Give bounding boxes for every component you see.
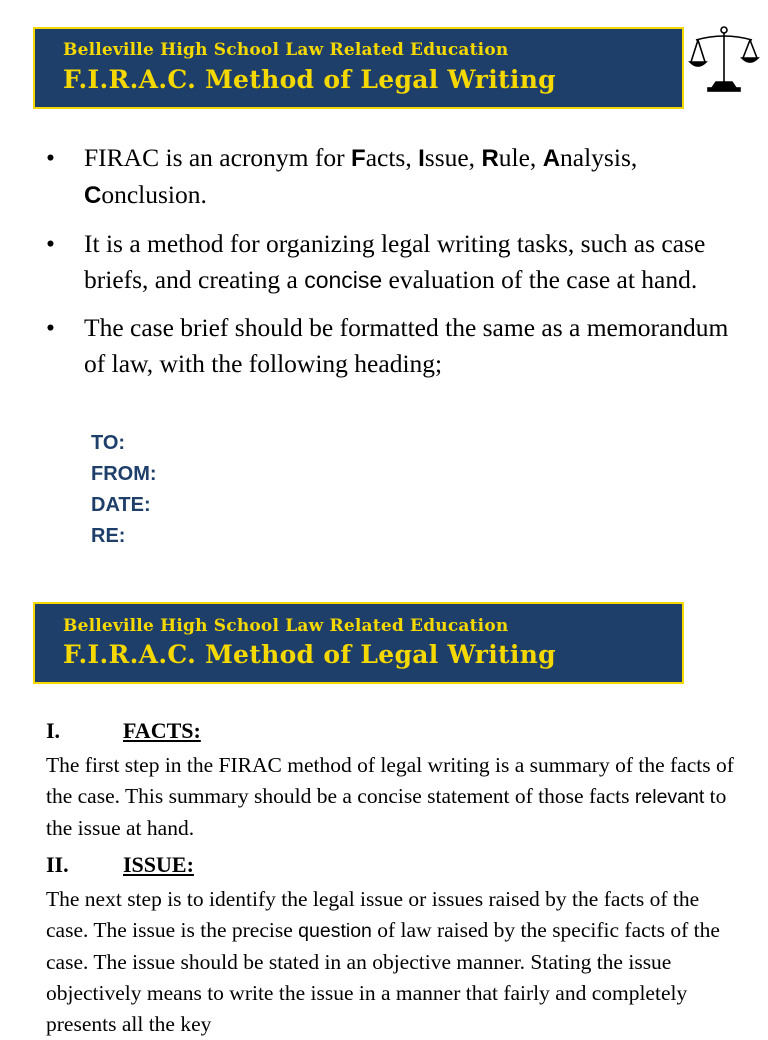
list-item: • It is a method for organizing legal writing tasks, such as case briefs, and creating a concise evaluation of the case at hand.: [46, 226, 746, 298]
bullet-marker: •: [46, 143, 55, 172]
section-title: ISSUE:: [123, 852, 194, 877]
section-body: The next step is to identify the legal issue or issues raised by the facts of the case. The issue is the precise question of law raised by the specific facts of the case. The issue should be stated in an objective manner. Stating the issue objectively means to write the issue in a manner that fairly and completely presents all the key: [46, 887, 720, 1036]
memo-from: FROM:: [91, 463, 157, 485]
section-heading: [46, 850, 736, 880]
bullet-marker: •: [46, 313, 55, 342]
memo-date: DATE:: [91, 494, 151, 516]
section-heading: [46, 716, 736, 746]
banner-subtitle: Belleville High School Law Related Education: [63, 40, 509, 60]
section-title: FACTS:: [123, 718, 201, 743]
memo-heading: [91, 428, 157, 552]
header-banner-repeat: [33, 602, 684, 684]
bullet-list: [46, 140, 746, 394]
section-number: I.: [46, 718, 61, 743]
banner-subtitle: Belleville High School Law Related Education: [63, 616, 509, 636]
memo-re: RE:: [91, 525, 126, 547]
section-facts: [46, 716, 736, 844]
list-item: • FIRAC is an acronym for Facts, Issue, Rule, Analysis, Conclusion.: [46, 140, 746, 214]
banner-title: F.I.R.A.C. Method of Legal Writing: [63, 65, 556, 94]
memo-to: TO:: [91, 432, 126, 454]
section-issue: [46, 850, 736, 1040]
section-body: The first step in the FIRAC method of legal writing is a summary of the facts of the case. This summary should be a concise statement of those facts relevant to the issue at hand.: [46, 753, 734, 840]
banner-title: F.I.R.A.C. Method of Legal Writing: [63, 640, 556, 669]
scales-of-justice-icon: [688, 24, 760, 94]
section-number: II.: [46, 852, 69, 877]
header-banner: [33, 27, 684, 109]
bullet-marker: •: [46, 229, 55, 258]
list-item: • The case brief should be formatted the same as a memorandum of law, with the following heading;: [46, 310, 746, 382]
